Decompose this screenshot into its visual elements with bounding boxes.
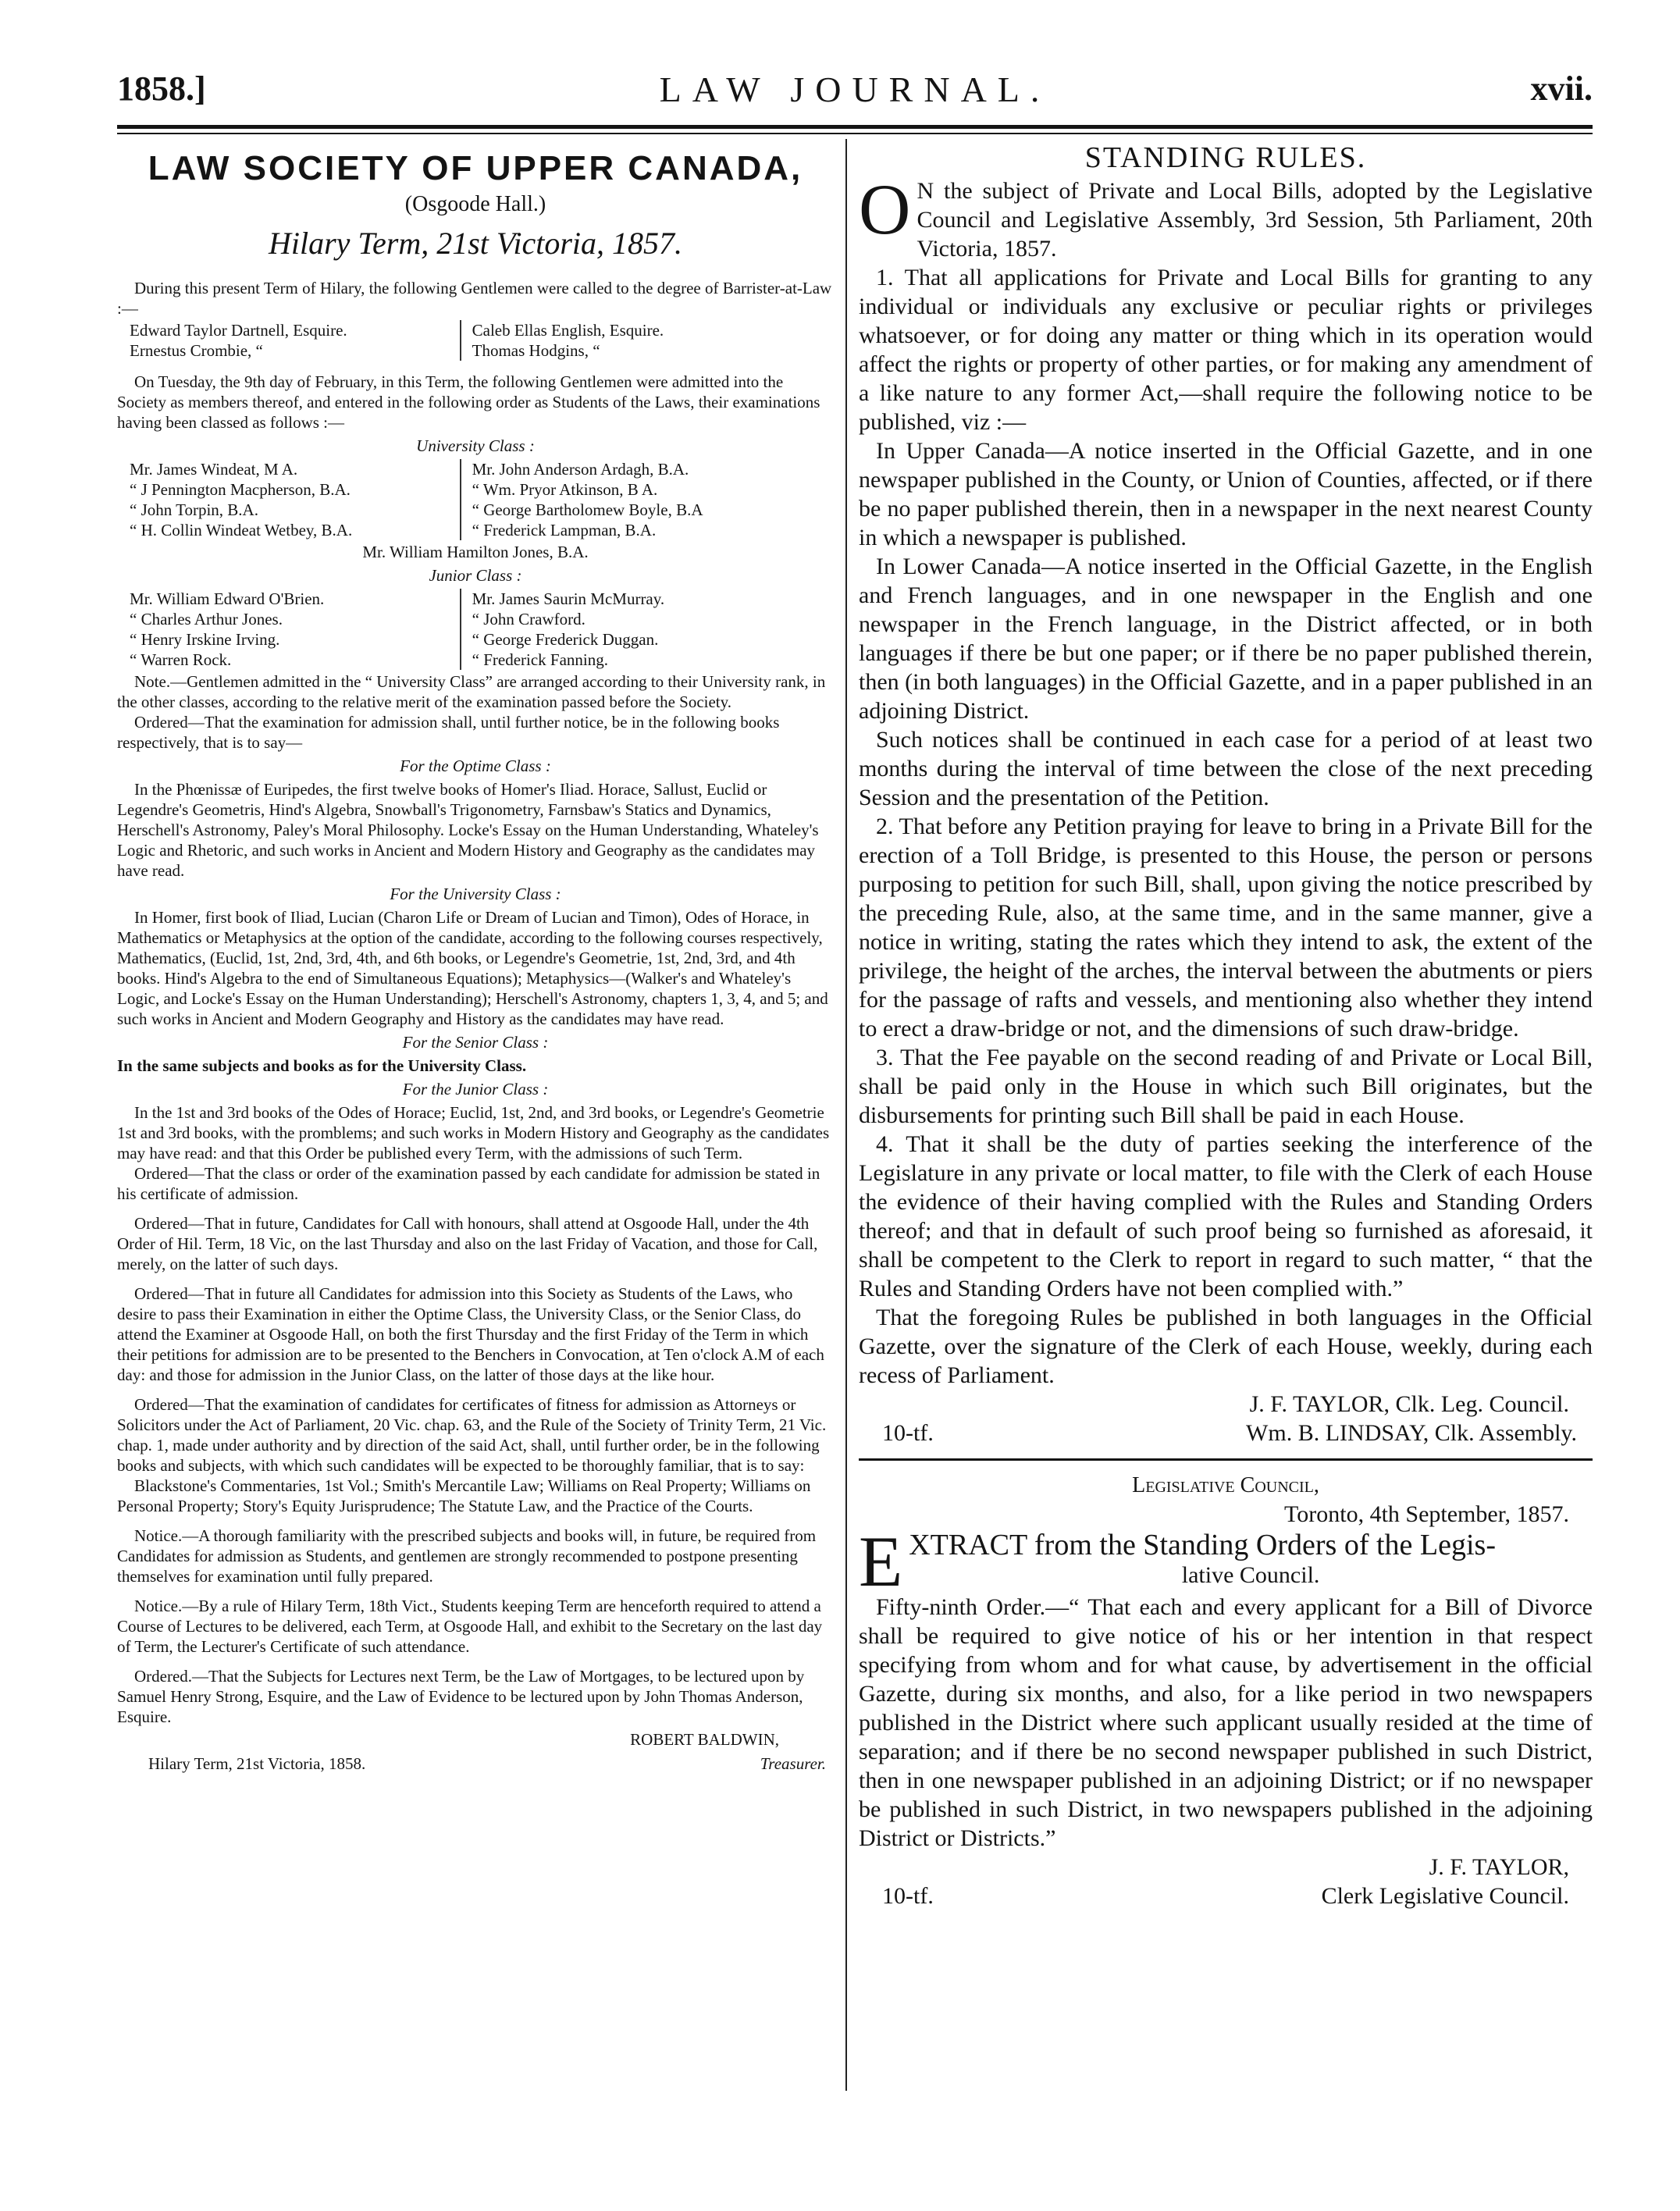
order-paragraph: Ordered—That the examination for admission shall, until further notice, be in the following books respectively, that is to say— (117, 713, 780, 752)
signature-name: ROBERT BALDWIN, (630, 1730, 779, 1749)
intro-paragraph: During this present Term of Hilary, the following Gentlemen were called to the degree of Barrister-at-Law :— (117, 279, 832, 318)
foregoing-paragraph: That the foregoing Rules be published in both languages in the Official Gazette, over the signature of the Clerk of each House, weekly, during each recess of Parliament. (859, 1305, 1593, 1388)
rule-3: 3. That the Fee payable on the second reading of and Private or Local Bill, shall be paid only in the House in which such Bill originates, but the disbursements for printing such Bill shall be paid in each House. (859, 1045, 1593, 1128)
notice-period: Such notices shall be continued in each case for a period of at least two months during the interval of time between the close of the next preceding Session and the presentation of the Petition. (859, 727, 1593, 810)
rule-2: 2. That before any Petition praying for leave to bring in a Private Bill for the erection of a Toll Bridge, is presented to this House, the person or persons purposing to petition for such Bill, shall, upon giving the notice prescribed by the preceding Rule, also, at the same time, and in the same manner, give a notice in writing, stating the rates which they intend to ask, the extent of the privilege, the height of the arches, the interval between the abutments or piers for the passage of rafts and vessels, and mentioning also whether they intend to erect a draw-bridge or not, and the dimensions of such draw-bridge. (859, 814, 1593, 1041)
student-name: Mr. James Windeat, M A. (130, 460, 298, 479)
junior-books-label: For the Junior Class : (402, 1080, 549, 1098)
rule-1: 1. That all applications for Private and Local Bills for granting to any individual or individuals any exclusive or peculiar rights or privileges whatsoever, or for doing any matter or thing which in its operation would affect the rights or property of other parties, or for making any amendment of a like nature to any former Act,—shall require the following notice to be published, viz :— (859, 265, 1593, 435)
student-name: “ George Frederick Duggan. (472, 630, 659, 649)
student-name: Mr. William Edward O'Brien. (130, 589, 325, 608)
student-name: “ Warren Rock. (130, 650, 232, 669)
rule-4: 4. That it shall be the duty of parties seeking the interference of the Legislature in any private or local matter, to file with the Clerk of each House the evidence of their having complied with the Rules and Standing Orders thereof; and that in default of such proof being so furnished as aforesaid, it shall be competent to the Clerk to report in regard to such matter, “ that the Rules and Standing Orders have not been complied with.” (859, 1131, 1593, 1301)
insertion-code: 10-tf. (882, 1883, 934, 1909)
header-year: 1858.] (117, 69, 206, 108)
lower-canada-notice: In Lower Canada—A notice inserted in the Official Gazette, in the English and French languages, and in one newspaper in the English and one newspaper in the French language, in the District affected, or in both languages if there be but one paper; or if there be no paper published therein, then (in both languages) in the Official Gazette, and in a paper published in an adjoining District. (859, 554, 1593, 724)
university-books: In Homer, first book of Iliad, Lucian (Charon Life or Dream of Lucian and Timon), Odes of Horace, in Mathematics or Metaphysics at the option of the candidate, according to the following courses respectively, Mathematics, (Euclid, 1st, 2nd, 3rd, 4th, and 6th books, or Legendre's Geometrie, 1st, 2nd, 3rd, and 4th books. Hind's Algebra to the end of Simultaneous Equations); Metaphysics—(Walker's and Whateley's Logic, and Locke's Essay on the Human Understanding); Herschell's Astronomy, chapters 1, 3, 4, and 5; and such works in Ancient and Modern Geography and History as the candidates may have read. (117, 908, 828, 1028)
journal-title: LAW JOURNAL. (659, 69, 1051, 109)
left-column (117, 148, 834, 1774)
student-name: “ John Torpin, B.A. (130, 500, 258, 519)
signature-clerk-council: J. F. TAYLOR, Clk. Leg. Council. (1249, 1391, 1569, 1417)
junior-class-label: Junior Class : (429, 566, 522, 585)
running-header (117, 69, 1593, 116)
barrister-name: Thomas Hodgins, “ (472, 341, 600, 360)
signature-clerk-assembly-row (859, 1419, 1593, 1447)
student-name: Mr. John Anderson Ardagh, B.A. (472, 460, 689, 479)
drop-cap: E (859, 1522, 903, 1601)
fifty-ninth-order: Fifty-ninth Order.—“ That each and every applicant for a Bill of Divorce shall be required to give notice of his or her intention in that respect specifying from whom and for what cause, by advertisement in the official Gazette, during six months, and also, for a like period in two newspapers published in the District where such applicant usually resided at the time of separation; and if there be no second newspaper published in such District, then in one newspaper published in an adjoining District; or if no newspaper be published in such District, in two newspapers published in the adjoining District or Districts.” (859, 1594, 1593, 1851)
term-heading: Hilary Term, 21st Victoria, 1857. (268, 226, 683, 261)
barrister-list (117, 320, 834, 361)
student-name: “ Frederick Lampman, B.A. (472, 521, 657, 539)
order-paragraph: Ordered—That the class or order of the examination passed by each candidate for admission be stated in his certificate of admission. (117, 1164, 820, 1203)
signature-title: Treasurer. (760, 1754, 826, 1773)
final-signature-row (859, 1882, 1593, 1910)
header-rule (117, 125, 1593, 129)
standing-rules-intro: O N the subject of Private and Local Bills, adopted by the Legislative Council and Legislative Assembly, 3rd Session, 5th Parliament, 20th Victoria, 1857. (859, 169, 1593, 262)
student-name: “ Frederick Fanning. (472, 650, 608, 669)
header-rule-thin (117, 133, 1593, 134)
senior-books: In the same subjects and books as for the University Class. (117, 1056, 527, 1075)
upper-canada-notice: In Upper Canada—A notice inserted in the Official Gazette, and in one newspaper published in the County, or Union of Counties, affected, or if there be no paper published therein, then in a newspaper in the next nearest County in which a newspaper is published. (859, 438, 1593, 550)
council-heading: Legislative Council, (1132, 1473, 1319, 1497)
university-class-label: University Class : (416, 436, 535, 455)
society-title: LAW SOCIETY OF UPPER CANADA, (148, 149, 803, 187)
place-date: Toronto, 4th September, 1857. (1284, 1501, 1569, 1527)
senior-class-label: For the Senior Class : (402, 1033, 549, 1052)
signature-clerk-assembly: Wm. B. LINDSAY, Clk. Assembly. (1246, 1420, 1577, 1446)
barrister-name: Edward Taylor Dartnell, Esquire. (130, 321, 347, 340)
notice-paragraph: Notice.—By a rule of Hilary Term, 18th Vict., Students keeping Term are henceforth required to attend a Course of Lectures to be delivered, each Term, at Osgoode Hall, and exhibit to the Secretary on the last day of Term, the Lecturer's Certificate of such attendance. (117, 1597, 823, 1656)
order-paragraph: Ordered—That in future, Candidates for Call with honours, shall attend at Osgoode Hall, under the 4th Order of Hil. Term, 18 Vic, on the last Thursday and also on the last Friday of Vacation, and those for Call, merely, on the latter of such days. (117, 1214, 818, 1273)
student-name: “ Henry Irskine Irving. (130, 630, 280, 649)
barrister-name: Caleb Ellas English, Esquire. (472, 321, 664, 340)
student-name: “ Charles Arthur Jones. (130, 610, 283, 628)
university-books-label: For the University Class : (390, 885, 561, 903)
extract-title: EXTRACT from the Standing Orders of the Legis- (859, 1522, 1496, 1601)
standing-rules-title: STANDING RULES. (1084, 141, 1367, 174)
section-divider (859, 1458, 1593, 1461)
treasurer-signature (117, 1730, 834, 1774)
order-paragraph: Ordered—That the examination of candidates for certificates of fitness for admission as Attorneys or Solicitors under the Act of Parliament, 20 Vic. chap. 63, and the Rule of the Society of Trinity Term, 21 Vic. chap. 1, made under authority and by direction of the said Act, shall, until further order, be in the following books and subjects, with which such candidates will be expected to be thoroughly familiar, that is to say: (117, 1395, 827, 1475)
order-paragraph: Ordered—That in future all Candidates for admission into this Society as Students of the Laws, who desire to pass their Examination in either the Optime Class, the University Class, or the Senior Class, do attend the Examiner at Osgoode Hall, on both the first Thursday and the first Friday of the Term in which their petitions for admission are to be presented to the Benchers in Convocation, at Ten o'clock A.M of each day: and those for admission in the Junior Class, on the latter of those days at the like hour. (117, 1284, 824, 1384)
extract-title-continued: lative Council. (1181, 1562, 1320, 1588)
final-signature-name: J. F. TAYLOR, (1429, 1854, 1569, 1880)
society-subtitle: (Osgoode Hall.) (404, 192, 546, 216)
note-paragraph: Note.—Gentlemen admitted in the “ University Class” are arranged according to their University rank, in the other classes, according to the relative merit of the examination passed before the Society. (117, 672, 826, 711)
insertion-code: 10-tf. (882, 1420, 934, 1446)
optime-class-label: For the Optime Class : (400, 757, 551, 775)
student-name: Mr. William Hamilton Jones, B.A. (362, 543, 589, 561)
student-name: “ George Bartholomew Boyle, B.A (472, 500, 703, 519)
junior-books: In the 1st and 3rd books of the Odes of Horace; Euclid, 1st, 2nd, and 3rd books, or Legendre's Geometrie 1st and 3rd books, with the promblems; and such works in Modern History and Geography as the candidates may have read: and that this Order be published every Term, with the admissions of such Term. (117, 1103, 830, 1162)
university-class-list (117, 459, 834, 540)
admitted-paragraph: On Tuesday, the 9th day of February, in this Term, the following Gentlemen were admitted into the Society as members thereof, and entered in the following order as Students of the Laws, their examinations having been classed as follows :— (117, 372, 820, 432)
student-name: “ J Pennington Macpherson, B.A. (130, 480, 351, 499)
barrister-name: Ernestus Crombie, “ (130, 341, 263, 360)
drop-cap: O (859, 169, 911, 249)
optime-books: In the Phœnissæ of Euripedes, the first twelve books of Homer's Iliad. Horace, Sallust, Euclid or Legendre's Geometris, Hind's Algebra, Snowball's Trigonometry, Farnsbaw's Statics and Dynamics, Herschell's Astronomy, Paley's Moral Philosophy. Locke's Essay on the Human Understanding, Whateley's Logic and Rhetoric, and such works in Ancient and Modern History and Geography as the candidates may have read. (117, 780, 819, 880)
right-column (859, 139, 1593, 1910)
student-name: “ Wm. Pryor Atkinson, B A. (472, 480, 658, 499)
books-list: Blackstone's Commentaries, 1st Vol.; Smith's Mercantile Law; Williams on Real Property; Williams on Personal Property; Story's Equity Jurisprudence; The Statute Law, and the Practice of the Courts. (117, 1476, 811, 1515)
student-name: “ John Crawford. (472, 610, 586, 628)
notice-paragraph: Notice.—A thorough familiarity with the prescribed subjects and books will, in future, be required from Candidates for admission as Students, and gentlemen are strongly recommended to postpone presenting themselves for examination until fully prepared. (117, 1526, 817, 1586)
final-signature-title: Clerk Legislative Council. (1321, 1883, 1569, 1909)
order-paragraph: Ordered.—That the Subjects for Lectures next Term, be the Law of Mortgages, to be lectured upon by Samuel Henry Strong, Esquire, and the Law of Evidence to be lectured upon by John Thomas Anderson, Esquire. (117, 1667, 805, 1726)
student-name: “ H. Collin Windeat Wetbey, B.A. (130, 521, 353, 539)
column-separator (845, 139, 847, 2091)
page-number: xvii. (1530, 69, 1593, 108)
signature-date: Hilary Term, 21st Victoria, 1858. (148, 1754, 366, 1773)
student-name: Mr. James Saurin McMurray. (472, 589, 665, 608)
junior-class-list (117, 589, 834, 670)
